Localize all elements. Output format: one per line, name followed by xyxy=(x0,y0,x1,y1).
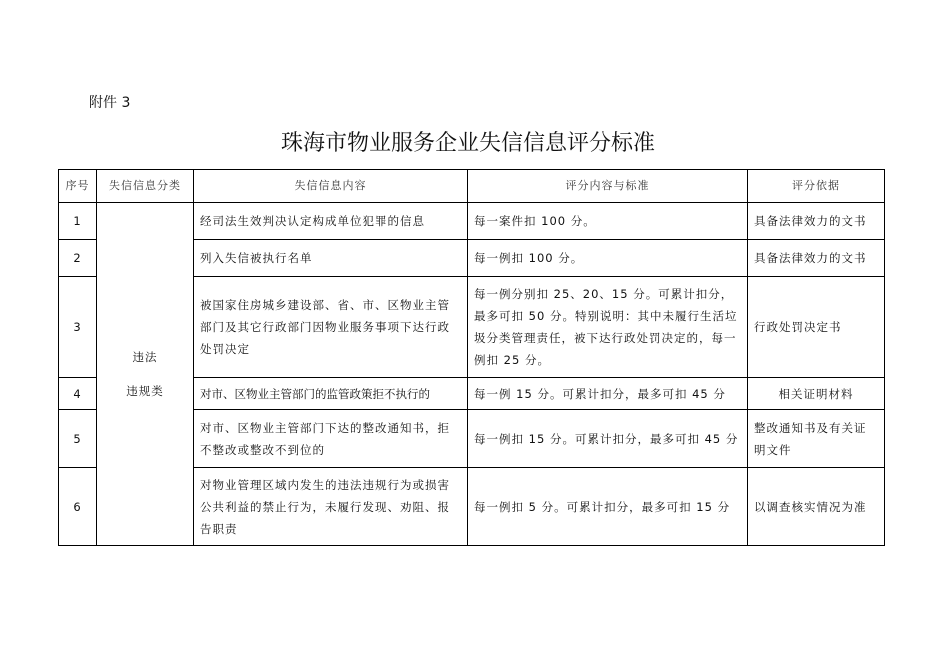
row-no: 5 xyxy=(59,410,97,468)
row-no: 6 xyxy=(59,468,97,546)
col-header-category: 失信信息分类 xyxy=(97,170,194,203)
row-no: 2 xyxy=(59,240,97,277)
scoring-table xyxy=(58,169,885,546)
row-no: 3 xyxy=(59,277,97,378)
attachment-label: 附件 3 xyxy=(89,95,131,111)
row-standard: 每一例扣 15 分。可累计扣分，最多可扣 45 分 xyxy=(468,410,748,468)
document-title: 珠海市物业服务企业失信信息评分标准 xyxy=(280,131,655,156)
row-basis: 以调查核实情况为准 xyxy=(748,468,885,546)
category-line-2: 违规类 xyxy=(126,384,164,398)
row-no: 4 xyxy=(59,378,97,410)
row-basis: 相关证明材料 xyxy=(748,378,885,410)
row-content: 经司法生效判决认定构成单位犯罪的信息 xyxy=(194,203,468,240)
row-standard: 每一案件扣 100 分。 xyxy=(468,203,748,240)
row-basis: 具备法律效力的文书 xyxy=(748,240,885,277)
col-header-standard: 评分内容与标准 xyxy=(468,170,748,203)
row-content: 对物业管理区域内发生的违法违规行为或损害公共利益的禁止行为，未履行发现、劝阻、报告职责 xyxy=(194,468,468,546)
row-content: 被国家住房城乡建设部、省、市、区物业主管部门及其它行政部门因物业服务事项下达行政处罚决定 xyxy=(194,277,468,378)
col-header-basis: 评分依据 xyxy=(748,170,885,203)
row-standard: 每一例扣 5 分。可累计扣分，最多可扣 15 分 xyxy=(468,468,748,546)
table-row xyxy=(59,203,885,240)
row-basis: 整改通知书及有关证明文件 xyxy=(748,410,885,468)
col-header-content: 失信信息内容 xyxy=(194,170,468,203)
row-no: 1 xyxy=(59,203,97,240)
table-header-row xyxy=(59,170,885,203)
row-basis: 具备法律效力的文书 xyxy=(748,203,885,240)
category-cell xyxy=(97,203,194,546)
row-standard: 每一例 15 分。可累计扣分，最多可扣 45 分 xyxy=(468,378,748,410)
row-basis: 行政处罚决定书 xyxy=(748,277,885,378)
row-standard: 每一例分别扣 25、20、15 分。可累计扣分，最多可扣 50 分。特别说明：其中未履行生活垃圾分类管理责任，被下达行政处罚决定的，每一例扣 25 分。 xyxy=(468,277,748,378)
col-header-no: 序号 xyxy=(59,170,97,203)
category-line-1: 违法 xyxy=(132,350,158,364)
row-content: 列入失信被执行名单 xyxy=(194,240,468,277)
row-standard: 每一例扣 100 分。 xyxy=(468,240,748,277)
row-content: 对市、区物业主管部门的监管政策拒不执行的 xyxy=(194,378,468,410)
row-content: 对市、区物业主管部门下达的整改通知书，拒不整改或整改不到位的 xyxy=(194,410,468,468)
